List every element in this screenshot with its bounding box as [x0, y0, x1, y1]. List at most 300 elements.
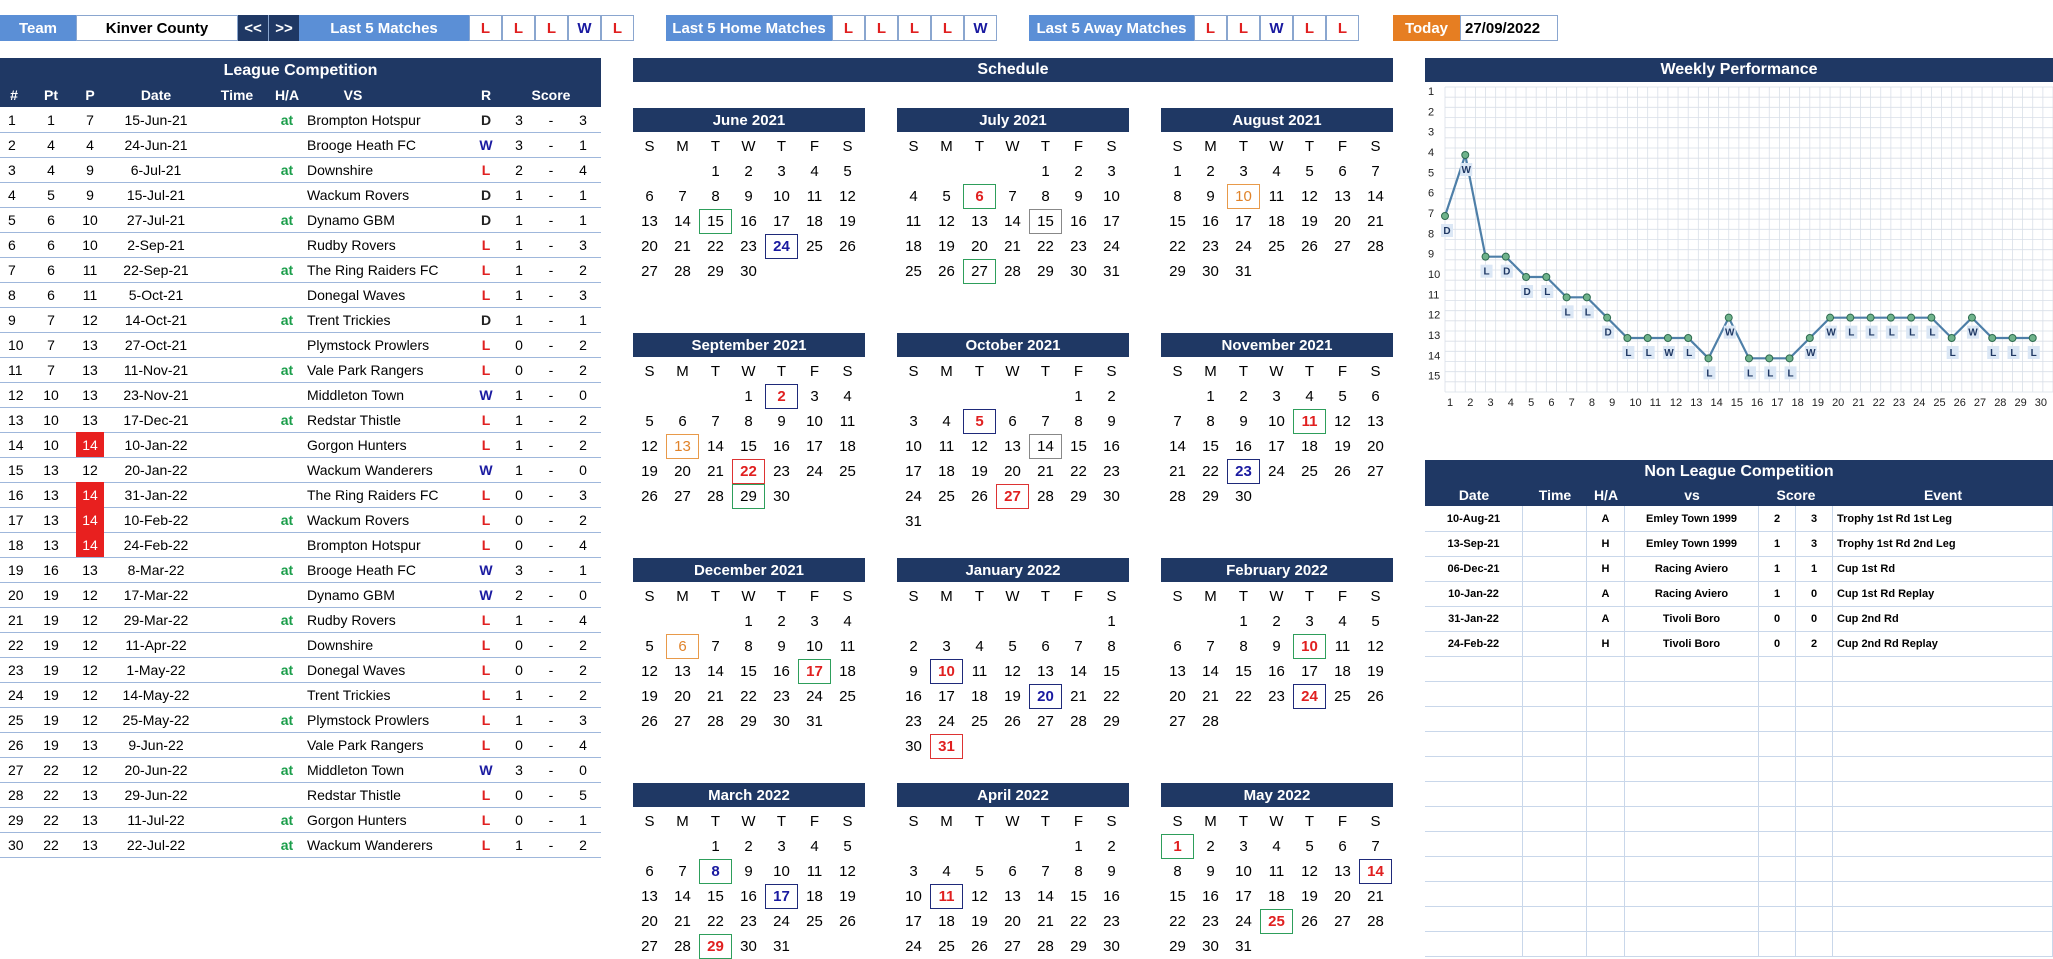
calendar-day[interactable]: 4 — [942, 863, 951, 880]
calendar-day[interactable]: 11 — [905, 213, 922, 230]
calendar-day[interactable]: 26 — [971, 938, 988, 955]
calendar-day[interactable]: 21 — [1169, 463, 1186, 480]
calendar-day[interactable]: 10 — [773, 863, 790, 880]
calendar-day[interactable]: 22 — [1070, 913, 1087, 930]
calendar-day[interactable]: 13 — [1334, 863, 1351, 880]
calendar-day[interactable]: 12 — [1367, 638, 1384, 655]
calendar-day[interactable]: 18 — [806, 888, 823, 905]
calendar-day[interactable]: 3 — [1272, 388, 1281, 405]
calendar-day[interactable]: 30 — [1103, 938, 1120, 955]
calendar-day[interactable]: 12 — [971, 438, 988, 455]
calendar-day-match[interactable]: 10 — [1293, 634, 1326, 659]
calendar-day-match[interactable]: 8 — [699, 859, 732, 884]
calendar-day[interactable]: 27 — [1169, 713, 1186, 730]
calendar-day[interactable]: 7 — [711, 413, 720, 430]
calendar-day-match[interactable]: 15 — [1029, 209, 1062, 234]
calendar-day[interactable]: 9 — [1239, 413, 1248, 430]
calendar-day[interactable]: 21 — [1037, 913, 1054, 930]
calendar-day[interactable]: 14 — [1070, 663, 1087, 680]
calendar-day[interactable]: 9 — [1107, 413, 1116, 430]
calendar-day[interactable]: 6 — [678, 413, 687, 430]
non-league-row[interactable] — [1425, 581, 2053, 607]
calendar-day[interactable]: 2 — [1272, 613, 1281, 630]
calendar-day[interactable]: 3 — [777, 838, 786, 855]
league-row[interactable] — [0, 307, 601, 333]
calendar-day[interactable]: 28 — [1169, 488, 1186, 505]
league-row[interactable] — [0, 707, 601, 733]
non-league-row[interactable] — [1425, 531, 2053, 557]
calendar-day[interactable]: 1 — [711, 163, 720, 180]
calendar-day[interactable]: 16 — [1202, 888, 1219, 905]
calendar-day[interactable]: 19 — [1301, 888, 1318, 905]
calendar-day[interactable]: 4 — [975, 638, 984, 655]
league-row[interactable] — [0, 157, 601, 183]
calendar-day[interactable]: 17 — [1268, 438, 1285, 455]
calendar-day[interactable]: 6 — [1041, 638, 1050, 655]
calendar-day[interactable]: 23 — [1202, 238, 1219, 255]
league-row[interactable] — [0, 757, 601, 783]
league-row[interactable] — [0, 682, 601, 708]
calendar-day[interactable]: 10 — [905, 888, 922, 905]
calendar-day[interactable]: 24 — [1235, 238, 1252, 255]
league-row[interactable] — [0, 482, 601, 508]
calendar-day[interactable]: 14 — [1037, 888, 1054, 905]
calendar-day[interactable]: 28 — [1004, 263, 1021, 280]
calendar-day[interactable]: 1 — [1206, 388, 1215, 405]
calendar-day[interactable]: 30 — [1070, 263, 1087, 280]
calendar-day[interactable]: 5 — [645, 413, 654, 430]
calendar-day[interactable]: 8 — [1239, 638, 1248, 655]
calendar-day[interactable]: 20 — [641, 238, 658, 255]
calendar-day[interactable]: 31 — [1103, 263, 1120, 280]
calendar-day[interactable]: 15 — [1169, 213, 1186, 230]
calendar-day[interactable]: 29 — [1070, 488, 1087, 505]
calendar-day[interactable]: 2 — [1107, 838, 1116, 855]
calendar-day[interactable]: 19 — [1301, 213, 1318, 230]
calendar-day[interactable]: 25 — [806, 238, 823, 255]
calendar-day[interactable]: 9 — [744, 863, 753, 880]
calendar-day[interactable]: 13 — [1367, 413, 1384, 430]
calendar-day[interactable]: 25 — [1268, 238, 1285, 255]
calendar-day-match[interactable]: 22 — [732, 459, 765, 484]
calendar-day[interactable]: 31 — [1235, 938, 1252, 955]
calendar-day-match[interactable]: 11 — [930, 884, 963, 909]
calendar-day-match[interactable]: 29 — [699, 934, 732, 959]
calendar-day-match[interactable]: 11 — [1293, 409, 1326, 434]
calendar-day[interactable]: 8 — [711, 188, 720, 205]
calendar-day[interactable]: 12 — [1334, 413, 1351, 430]
calendar-day[interactable]: 5 — [975, 863, 984, 880]
calendar-day[interactable]: 30 — [740, 938, 757, 955]
calendar-day[interactable]: 28 — [674, 938, 691, 955]
prev-team-button[interactable]: << — [238, 15, 268, 41]
calendar-day[interactable]: 28 — [674, 263, 691, 280]
calendar-day[interactable]: 15 — [1235, 663, 1252, 680]
calendar-day[interactable]: 17 — [773, 213, 790, 230]
calendar-day[interactable]: 9 — [1074, 188, 1083, 205]
calendar-day[interactable]: 25 — [938, 488, 955, 505]
calendar-day[interactable]: 14 — [1004, 213, 1021, 230]
calendar-day[interactable]: 19 — [971, 463, 988, 480]
calendar-day[interactable]: 6 — [645, 188, 654, 205]
calendar-day[interactable]: 22 — [707, 238, 724, 255]
calendar-day[interactable]: 22 — [1103, 688, 1120, 705]
calendar-day[interactable]: 16 — [1103, 888, 1120, 905]
calendar-day[interactable]: 9 — [909, 663, 918, 680]
calendar-day[interactable]: 29 — [1037, 263, 1054, 280]
calendar-day[interactable]: 25 — [806, 913, 823, 930]
calendar-day[interactable]: 28 — [707, 488, 724, 505]
calendar-day[interactable]: 12 — [971, 888, 988, 905]
calendar-day[interactable]: 7 — [678, 188, 687, 205]
calendar-day[interactable]: 30 — [773, 713, 790, 730]
calendar-day[interactable]: 27 — [641, 263, 658, 280]
calendar-day[interactable]: 16 — [1070, 213, 1087, 230]
calendar-day[interactable]: 31 — [773, 938, 790, 955]
calendar-day[interactable]: 21 — [1004, 238, 1021, 255]
calendar-day[interactable]: 31 — [905, 513, 922, 530]
calendar-day-match[interactable]: 17 — [765, 884, 798, 909]
calendar-day[interactable]: 5 — [843, 163, 852, 180]
calendar-day[interactable]: 26 — [1301, 238, 1318, 255]
calendar-day[interactable]: 3 — [909, 413, 918, 430]
calendar-day-match[interactable]: 27 — [963, 259, 996, 284]
calendar-day[interactable]: 20 — [1004, 913, 1021, 930]
calendar-day-match[interactable]: 6 — [963, 184, 996, 209]
calendar-day[interactable]: 28 — [1367, 913, 1384, 930]
calendar-day[interactable]: 18 — [806, 213, 823, 230]
calendar-day[interactable]: 1 — [1074, 388, 1083, 405]
calendar-day[interactable]: 23 — [740, 913, 757, 930]
calendar-day-match[interactable]: 6 — [666, 634, 699, 659]
calendar-day[interactable]: 7 — [1371, 838, 1380, 855]
calendar-day[interactable]: 17 — [1103, 213, 1120, 230]
calendar-day[interactable]: 20 — [674, 463, 691, 480]
calendar-day[interactable]: 16 — [773, 663, 790, 680]
calendar-day[interactable]: 4 — [810, 163, 819, 180]
calendar-day[interactable]: 5 — [1371, 613, 1380, 630]
calendar-day[interactable]: 29 — [1070, 938, 1087, 955]
calendar-day[interactable]: 25 — [1301, 463, 1318, 480]
calendar-day[interactable]: 9 — [1206, 863, 1215, 880]
calendar-day-match[interactable]: 2 — [765, 384, 798, 409]
calendar-day[interactable]: 8 — [1206, 413, 1215, 430]
calendar-day[interactable]: 27 — [641, 938, 658, 955]
calendar-day[interactable]: 4 — [1338, 613, 1347, 630]
league-row[interactable] — [0, 382, 601, 408]
calendar-day[interactable]: 27 — [674, 713, 691, 730]
calendar-day[interactable]: 3 — [810, 388, 819, 405]
calendar-day[interactable]: 8 — [1074, 863, 1083, 880]
calendar-day[interactable]: 11 — [1334, 638, 1351, 655]
calendar-day[interactable]: 23 — [773, 688, 790, 705]
calendar-day[interactable]: 26 — [1301, 913, 1318, 930]
calendar-day[interactable]: 18 — [1268, 213, 1285, 230]
calendar-day[interactable]: 22 — [1037, 238, 1054, 255]
calendar-day[interactable]: 10 — [806, 413, 823, 430]
calendar-day[interactable]: 3 — [909, 863, 918, 880]
calendar-day[interactable]: 4 — [810, 838, 819, 855]
calendar-day[interactable]: 13 — [641, 888, 658, 905]
calendar-day[interactable]: 7 — [678, 863, 687, 880]
calendar-day[interactable]: 28 — [707, 713, 724, 730]
calendar-day[interactable]: 26 — [641, 713, 658, 730]
calendar-day[interactable]: 12 — [839, 863, 856, 880]
calendar-day[interactable]: 5 — [1338, 388, 1347, 405]
calendar-day[interactable]: 14 — [674, 213, 691, 230]
calendar-day[interactable]: 16 — [773, 438, 790, 455]
calendar-day[interactable]: 7 — [1173, 413, 1182, 430]
league-row[interactable] — [0, 207, 601, 233]
calendar-day-match[interactable]: 24 — [765, 234, 798, 259]
calendar-day-match[interactable]: 27 — [996, 484, 1029, 509]
calendar-day[interactable]: 3 — [1107, 163, 1116, 180]
calendar-day[interactable]: 8 — [1041, 188, 1050, 205]
calendar-day[interactable]: 26 — [1367, 688, 1384, 705]
calendar-day[interactable]: 20 — [1004, 463, 1021, 480]
calendar-day[interactable]: 10 — [806, 638, 823, 655]
calendar-day[interactable]: 11 — [806, 188, 823, 205]
calendar-day[interactable]: 4 — [843, 388, 852, 405]
calendar-day[interactable]: 6 — [1371, 388, 1380, 405]
calendar-day[interactable]: 13 — [641, 213, 658, 230]
calendar-day[interactable]: 25 — [971, 713, 988, 730]
calendar-day[interactable]: 16 — [1103, 438, 1120, 455]
calendar-day[interactable]: 18 — [1268, 888, 1285, 905]
calendar-day[interactable]: 18 — [1301, 438, 1318, 455]
calendar-day[interactable]: 3 — [777, 163, 786, 180]
non-league-row[interactable] — [1425, 631, 2053, 657]
calendar-day[interactable]: 8 — [744, 413, 753, 430]
calendar-day[interactable]: 18 — [839, 438, 856, 455]
calendar-day[interactable]: 19 — [1004, 688, 1021, 705]
calendar-day[interactable]: 14 — [707, 438, 724, 455]
calendar-day[interactable]: 24 — [905, 488, 922, 505]
calendar-day-match[interactable]: 31 — [930, 734, 963, 759]
calendar-day[interactable]: 11 — [839, 413, 856, 430]
calendar-day[interactable]: 26 — [971, 488, 988, 505]
calendar-day[interactable]: 27 — [674, 488, 691, 505]
calendar-day[interactable]: 20 — [971, 238, 988, 255]
calendar-day[interactable]: 6 — [1173, 638, 1182, 655]
calendar-day[interactable]: 2 — [744, 838, 753, 855]
calendar-day[interactable]: 29 — [1169, 938, 1186, 955]
calendar-day[interactable]: 18 — [905, 238, 922, 255]
calendar-day[interactable]: 27 — [1037, 713, 1054, 730]
calendar-day[interactable]: 16 — [1202, 213, 1219, 230]
calendar-day[interactable]: 14 — [1367, 188, 1384, 205]
calendar-day[interactable]: 10 — [1268, 413, 1285, 430]
calendar-day[interactable]: 2 — [777, 613, 786, 630]
calendar-day[interactable]: 21 — [1202, 688, 1219, 705]
calendar-day[interactable]: 13 — [1037, 663, 1054, 680]
league-row[interactable] — [0, 532, 601, 558]
calendar-day[interactable]: 9 — [777, 638, 786, 655]
calendar-day-match[interactable]: 25 — [1260, 909, 1293, 934]
calendar-day[interactable]: 22 — [740, 688, 757, 705]
calendar-day[interactable]: 2 — [1074, 163, 1083, 180]
calendar-day[interactable]: 12 — [1301, 188, 1318, 205]
league-row[interactable] — [0, 832, 601, 858]
calendar-day[interactable]: 1 — [1041, 163, 1050, 180]
calendar-day[interactable]: 16 — [1235, 438, 1252, 455]
calendar-day[interactable]: 20 — [674, 688, 691, 705]
calendar-day[interactable]: 30 — [1202, 938, 1219, 955]
calendar-day[interactable]: 5 — [1008, 638, 1017, 655]
calendar-day[interactable]: 3 — [942, 638, 951, 655]
calendar-day[interactable]: 15 — [1202, 438, 1219, 455]
calendar-day[interactable]: 26 — [839, 913, 856, 930]
calendar-day[interactable]: 5 — [645, 638, 654, 655]
calendar-day[interactable]: 2 — [1239, 388, 1248, 405]
calendar-day-match[interactable]: 10 — [1227, 184, 1260, 209]
calendar-day[interactable]: 8 — [1074, 413, 1083, 430]
calendar-day[interactable]: 28 — [1070, 713, 1087, 730]
calendar-day[interactable]: 1 — [744, 613, 753, 630]
calendar-day[interactable]: 18 — [839, 663, 856, 680]
calendar-day[interactable]: 13 — [674, 663, 691, 680]
calendar-day[interactable]: 4 — [942, 413, 951, 430]
calendar-day[interactable]: 24 — [938, 713, 955, 730]
calendar-day[interactable]: 16 — [1268, 663, 1285, 680]
calendar-day[interactable]: 28 — [1037, 488, 1054, 505]
calendar-day[interactable]: 11 — [938, 438, 955, 455]
calendar-day[interactable]: 26 — [839, 238, 856, 255]
calendar-day[interactable]: 21 — [1367, 213, 1384, 230]
calendar-day[interactable]: 30 — [1202, 263, 1219, 280]
league-row[interactable] — [0, 557, 601, 583]
calendar-day[interactable]: 26 — [1334, 463, 1351, 480]
calendar-day[interactable]: 29 — [707, 263, 724, 280]
league-row[interactable] — [0, 232, 601, 258]
calendar-day[interactable]: 11 — [839, 638, 856, 655]
league-row[interactable] — [0, 657, 601, 683]
calendar-day[interactable]: 23 — [1268, 688, 1285, 705]
calendar-day[interactable]: 21 — [707, 688, 724, 705]
calendar-day[interactable]: 27 — [1334, 238, 1351, 255]
calendar-day[interactable]: 26 — [641, 488, 658, 505]
next-team-button[interactable]: >> — [268, 15, 299, 41]
league-row[interactable] — [0, 807, 601, 833]
calendar-day[interactable]: 30 — [905, 738, 922, 755]
calendar-day[interactable]: 20 — [641, 913, 658, 930]
calendar-day[interactable]: 11 — [1268, 188, 1285, 205]
calendar-day[interactable]: 6 — [1338, 163, 1347, 180]
calendar-day[interactable]: 28 — [1367, 238, 1384, 255]
calendar-day[interactable]: 7 — [1206, 638, 1215, 655]
calendar-day-match[interactable]: 14 — [1029, 434, 1062, 459]
calendar-day[interactable]: 13 — [1169, 663, 1186, 680]
calendar-day[interactable]: 21 — [707, 463, 724, 480]
calendar-day[interactable]: 8 — [1173, 863, 1182, 880]
calendar-day[interactable]: 17 — [806, 438, 823, 455]
calendar-day[interactable]: 19 — [938, 238, 955, 255]
calendar-day[interactable]: 5 — [843, 838, 852, 855]
calendar-day[interactable]: 18 — [1334, 663, 1351, 680]
calendar-day-match[interactable]: 24 — [1293, 684, 1326, 709]
league-row[interactable] — [0, 107, 601, 133]
calendar-day[interactable]: 14 — [707, 663, 724, 680]
calendar-day[interactable]: 8 — [1107, 638, 1116, 655]
calendar-day[interactable]: 3 — [1305, 613, 1314, 630]
calendar-day[interactable]: 10 — [905, 438, 922, 455]
calendar-day[interactable]: 9 — [1107, 863, 1116, 880]
calendar-day[interactable]: 6 — [1338, 838, 1347, 855]
calendar-day[interactable]: 25 — [839, 688, 856, 705]
calendar-day[interactable]: 30 — [740, 263, 757, 280]
calendar-day[interactable]: 15 — [1103, 663, 1120, 680]
calendar-day[interactable]: 25 — [905, 263, 922, 280]
calendar-day[interactable]: 18 — [938, 913, 955, 930]
calendar-day[interactable]: 6 — [1008, 863, 1017, 880]
calendar-day[interactable]: 4 — [1272, 163, 1281, 180]
calendar-day[interactable]: 15 — [1070, 888, 1087, 905]
calendar-day[interactable]: 15 — [740, 438, 757, 455]
calendar-day[interactable]: 19 — [971, 913, 988, 930]
calendar-day[interactable]: 5 — [1305, 163, 1314, 180]
non-league-row[interactable] — [1425, 606, 2053, 632]
calendar-day[interactable]: 27 — [1367, 463, 1384, 480]
calendar-day[interactable]: 23 — [740, 238, 757, 255]
calendar-day[interactable]: 6 — [645, 863, 654, 880]
calendar-day[interactable]: 25 — [839, 463, 856, 480]
calendar-day[interactable]: 20 — [1367, 438, 1384, 455]
calendar-day[interactable]: 25 — [938, 938, 955, 955]
calendar-day[interactable]: 24 — [905, 938, 922, 955]
calendar-day[interactable]: 10 — [1235, 863, 1252, 880]
calendar-day[interactable]: 11 — [806, 863, 823, 880]
calendar-day[interactable]: 17 — [1235, 213, 1252, 230]
league-row[interactable] — [0, 457, 601, 483]
calendar-day[interactable]: 20 — [1334, 888, 1351, 905]
calendar-day[interactable]: 6 — [1008, 413, 1017, 430]
calendar-day[interactable]: 15 — [1070, 438, 1087, 455]
calendar-day[interactable]: 1 — [1074, 838, 1083, 855]
calendar-day[interactable]: 21 — [1367, 888, 1384, 905]
calendar-day[interactable]: 22 — [1235, 688, 1252, 705]
league-row[interactable] — [0, 632, 601, 658]
calendar-day[interactable]: 11 — [1268, 863, 1285, 880]
calendar-day[interactable]: 23 — [1202, 913, 1219, 930]
calendar-day[interactable]: 3 — [810, 613, 819, 630]
calendar-day[interactable]: 7 — [1371, 163, 1380, 180]
calendar-day[interactable]: 2 — [1107, 388, 1116, 405]
calendar-day[interactable]: 28 — [1202, 713, 1219, 730]
calendar-day[interactable]: 1 — [711, 838, 720, 855]
calendar-day[interactable]: 7 — [1041, 413, 1050, 430]
calendar-day[interactable]: 2 — [1206, 163, 1215, 180]
calendar-day[interactable]: 2 — [744, 163, 753, 180]
calendar-day[interactable]: 3 — [1239, 163, 1248, 180]
calendar-day[interactable]: 23 — [1103, 463, 1120, 480]
league-row[interactable] — [0, 282, 601, 308]
calendar-day[interactable]: 22 — [707, 913, 724, 930]
calendar-day[interactable]: 19 — [641, 688, 658, 705]
calendar-day-match[interactable]: 15 — [699, 209, 732, 234]
calendar-day[interactable]: 9 — [777, 413, 786, 430]
calendar-day[interactable]: 29 — [1103, 713, 1120, 730]
non-league-row[interactable] — [1425, 556, 2053, 582]
calendar-day[interactable]: 2 — [1206, 838, 1215, 855]
league-row[interactable] — [0, 132, 601, 158]
league-row[interactable] — [0, 507, 601, 533]
calendar-day[interactable]: 9 — [1206, 188, 1215, 205]
calendar-day[interactable]: 4 — [1305, 388, 1314, 405]
calendar-day[interactable]: 14 — [674, 888, 691, 905]
calendar-day-match[interactable]: 14 — [1359, 859, 1392, 884]
calendar-day[interactable]: 24 — [806, 463, 823, 480]
calendar-day[interactable]: 19 — [839, 888, 856, 905]
